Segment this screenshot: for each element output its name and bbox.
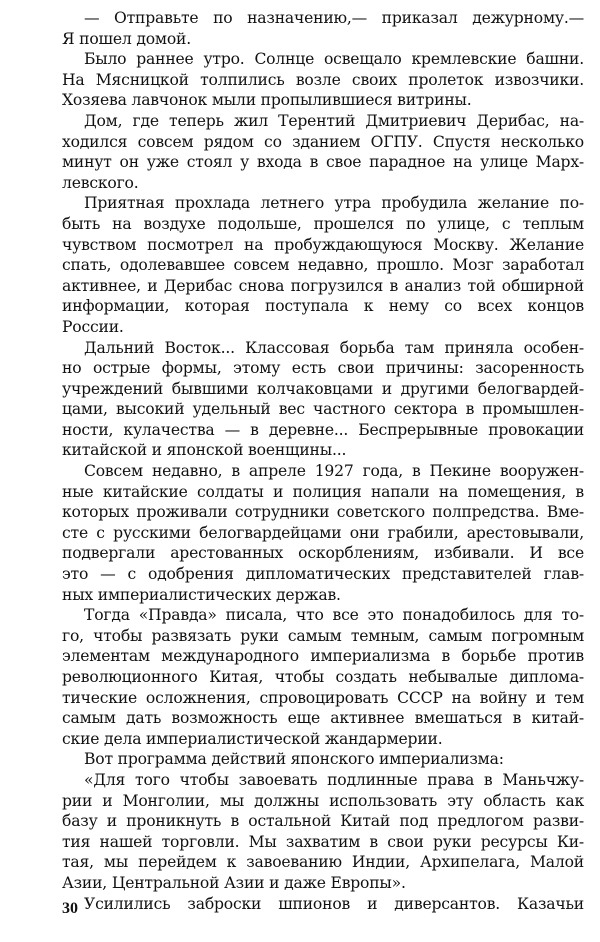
text-line: Азии, Центральной Азии и даже Европы». — [62, 873, 406, 892]
text-line: Хозяева лавчонок мыли пропылившиеся витрины. — [62, 91, 472, 110]
text-line: подвергали арестованных оскорблениям, избивали. И все — [62, 544, 584, 563]
text-line: цами, высокий удельный вес частного сектора в промышлен- — [62, 400, 584, 419]
text-line: Вот программа действий японского империализма: — [84, 750, 504, 769]
text-line: базу и проникнуть в остальной Китай под предлогом разви- — [62, 812, 584, 831]
text-line: «Для того чтобы завоевать подлинные права в Маньчжу- — [84, 770, 584, 789]
text-line: сте с русскими белогвардейцами они грабили, арестовывали, — [62, 523, 584, 542]
text-line: быть на воздухе подольше, прошелся по улице, с теплым — [62, 214, 584, 233]
text-line: но острые формы, этому есть свои причины: засоренность — [62, 359, 584, 378]
text-line: Совсем недавно, в апреле 1927 года, в Пекине вооружен- — [84, 462, 584, 481]
text-line: самым дать возможность еще активнее вмешаться в китай- — [62, 709, 584, 728]
text-line: Было раннее утро. Солнце освещало кремлевские башни. — [84, 50, 584, 69]
text-line: Усилились заброски шпионов и диверсантов. Казачьи — [84, 894, 584, 913]
text-line: тия нашей торговли. Мы захватим в свои руки ресурсы Ки- — [62, 832, 584, 851]
page-number: 30 — [62, 900, 78, 917]
text-line: это — с одобрения дипломатических представителей глав- — [62, 565, 584, 584]
text-line: ские дела империалистической жандармерии. — [62, 729, 443, 748]
text-line: информации, которая поступала к нему со всех концов — [62, 297, 584, 316]
text-line: Дальний Восток... Классовая борьба там приняла особен- — [84, 338, 584, 357]
text-line: которых проживали сотрудники советского полпредства. Вме- — [62, 503, 584, 522]
text-line: спать, одолевавшее совсем недавно, прошло. Мозг заработал — [62, 256, 584, 275]
text-line: — Отправьте по назначению,— приказал дежурному.— — [84, 9, 584, 27]
text-line: чувством посмотрел на пробуждающуюся Москву. Желание — [62, 235, 584, 254]
text-line: ходился совсем рядом со зданием ОГПУ. Спустя несколько — [62, 132, 584, 151]
text-line: тая, мы перейдем к завоеванию Индии, Архипелага, Малой — [62, 853, 584, 872]
text-line: левского. — [62, 173, 139, 192]
text-line: Я пошел домой. — [62, 29, 191, 48]
text-line: Тогда «Правда» писала, что все это понадобилось для то- — [84, 606, 584, 625]
text-line: рии и Монголии, мы должны использовать эту область как — [62, 791, 584, 810]
text-line: учреждений бывшими колчаковцами и другими белогвардей- — [62, 379, 584, 398]
text-line: минут он уже стоял у входа в свое парадное на улице Марх- — [62, 153, 584, 172]
text-line: революционного Китая, чтобы создать небывалые диплома- — [62, 668, 584, 686]
text-line: Приятная прохлада летнего утра пробудила желание по- — [84, 194, 584, 213]
text-line: ности, кулачества — в деревне... Беспрерывные провокации — [62, 420, 584, 439]
text-line: Дом, где теперь жил Терентий Дмитриевич Дерибас, на- — [84, 111, 584, 130]
text-line: тические осложнения, спровоцировать СССР на войну и тем — [62, 688, 584, 707]
text-line: ные китайские солдаты и полиция напали на помещения, в — [62, 482, 584, 501]
text-line: России. — [62, 317, 124, 336]
page-text — [62, 8, 584, 914]
text-line: На Мясницкой толпились возле своих пролеток извозчики. — [62, 70, 584, 89]
text-line: элементам международного империализма в борьбе против — [62, 647, 584, 666]
text-line: ных империалистических держав. — [62, 585, 341, 604]
text-line: активнее, и Дерибас снова погрузился в анализ той обширной — [62, 276, 584, 295]
text-line: го, чтобы развязать руки самым темным, самым погромным — [62, 626, 584, 645]
text-line: китайской и японской военщины... — [62, 441, 347, 460]
